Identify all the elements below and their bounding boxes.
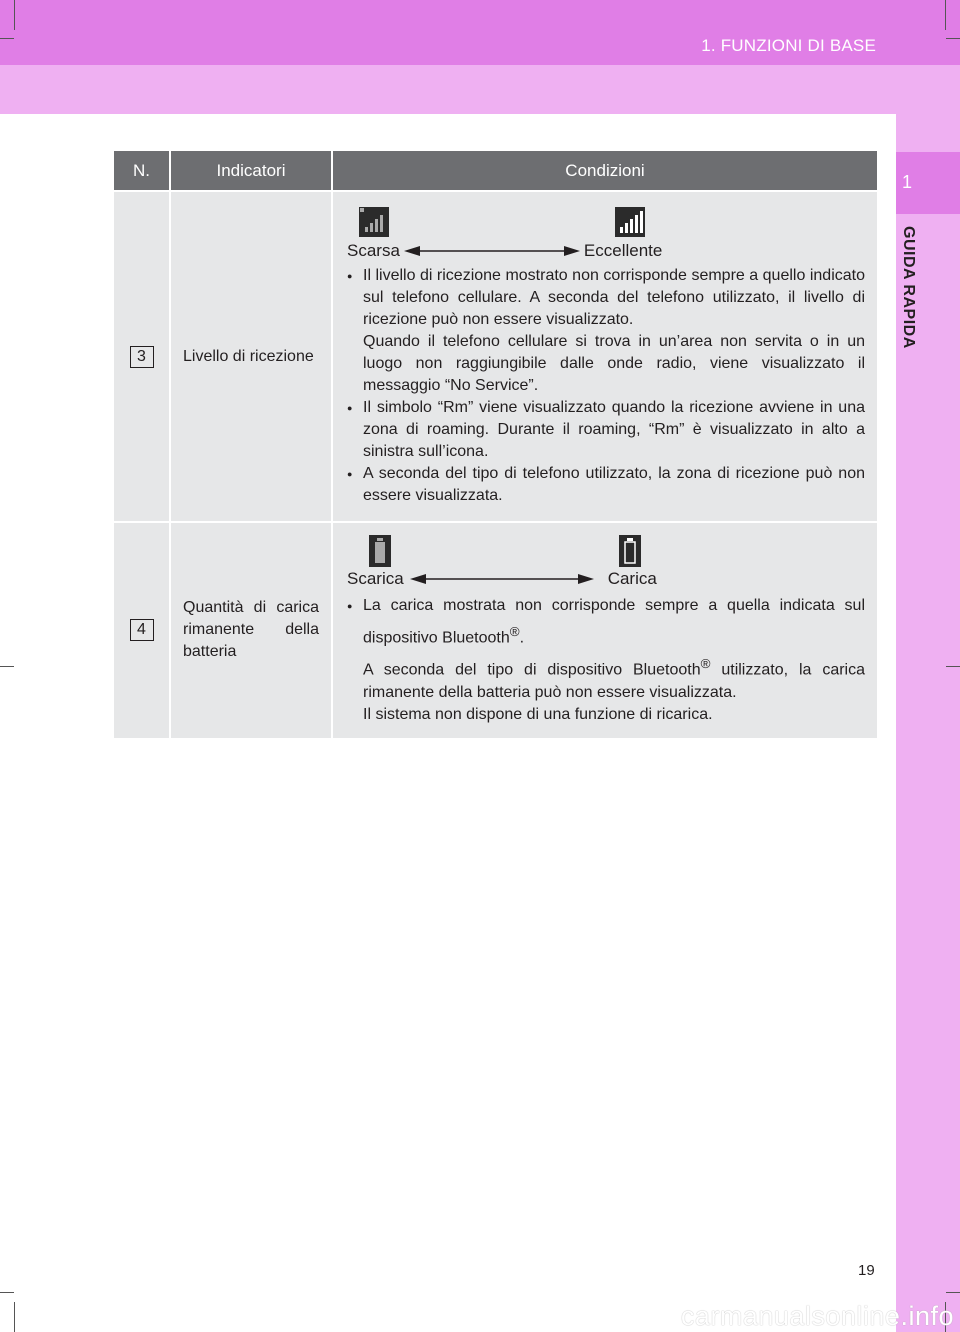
conditions-cell <box>332 522 877 738</box>
double-arrow-icon <box>410 573 594 585</box>
page-number: 19 <box>858 1262 875 1279</box>
indicator-table <box>114 151 877 738</box>
indicator-cell: Quantità di carica rimanente della batteria <box>170 522 332 738</box>
crop-mark <box>946 666 960 667</box>
battery-note-1 <box>347 653 865 703</box>
registered-mark: ® <box>700 656 711 672</box>
header-sub-band <box>0 65 960 114</box>
row-number-cell <box>114 191 170 522</box>
crop-mark <box>946 38 960 39</box>
table-row <box>114 522 877 738</box>
crop-mark <box>0 666 14 667</box>
list-item <box>347 265 865 397</box>
note-text-start: A seconda del tipo di dispositivo Bluetooth <box>363 661 701 679</box>
bullet-text: Il livello di ricezione mostrato non corrisponde sempre a quello indicato sul telefono cellulare. A seconda del telefono utilizzato, il livello di ricezione può non essere visualizzato. <box>363 266 865 328</box>
bullet-text: La carica mostrata non corrisponde sempre a quella indicata sul dispositivo Bluetooth <box>363 597 865 647</box>
row-number-cell <box>114 522 170 738</box>
column-header-conditions: Condizioni <box>332 151 877 191</box>
crop-mark <box>0 38 14 39</box>
crop-mark <box>14 1302 15 1332</box>
crop-mark <box>0 1292 14 1293</box>
registered-mark: ® <box>509 624 520 639</box>
chapter-number: 1 <box>902 172 913 192</box>
list-item: ● A seconda del tipo di telefono utilizzato, la zona di ricezione può non essere visualizzata. <box>347 463 865 507</box>
signal-strong-icon <box>615 207 645 244</box>
section-title: 1. FUNZIONI DI BASE <box>701 36 876 55</box>
indicator-cell: Livello di ricezione <box>170 191 332 522</box>
bullet-end: . <box>519 629 525 647</box>
bullet-extra-text: Quando il telefono cellulare si trova in un’area non servita o in un luogo non raggiungibile dalle onde radio, viene visualizzato il messaggio “No Service”. <box>363 332 865 394</box>
crop-mark <box>946 1292 960 1293</box>
scale-low-label: Scarsa <box>347 240 400 260</box>
column-header-number: N. <box>114 151 170 191</box>
row-number: 4 <box>130 619 154 641</box>
signal-weak-icon <box>359 207 389 244</box>
battery-scale <box>347 567 865 591</box>
crop-mark <box>945 0 946 30</box>
table-row <box>114 191 877 522</box>
scale-high-label: Eccellente <box>583 240 663 260</box>
scale-high-label: Carica <box>607 569 657 588</box>
conditions-cell <box>332 191 877 522</box>
watermark: carmanualsonline.info <box>680 1301 954 1331</box>
list-item <box>347 593 865 651</box>
list-item: ● Il simbolo “Rm” viene visualizzato quando la ricezione avviene in una zona di roaming. Durante il roaming, “Rm” è visualizzato in alto a sinistra sull’icona. <box>347 397 865 463</box>
row-number: 3 <box>130 346 154 368</box>
battery-full-icon <box>369 535 391 574</box>
note-text-end: utilizzato, la carica rimanente della batteria può non essere visualizzata. <box>363 661 865 701</box>
table-header-row <box>114 151 877 191</box>
battery-note-2: Il sistema non dispone di una funzione di ricarica. <box>363 705 713 723</box>
battery-empty-icon <box>619 535 641 574</box>
crop-mark <box>14 0 15 30</box>
double-arrow-icon <box>404 245 580 257</box>
side-tab-label: GUIDA RAPIDA <box>900 226 917 349</box>
scale-low-label: Scarica <box>347 569 404 588</box>
column-header-indicators: Indicatori <box>170 151 332 191</box>
reception-scale <box>347 239 865 263</box>
